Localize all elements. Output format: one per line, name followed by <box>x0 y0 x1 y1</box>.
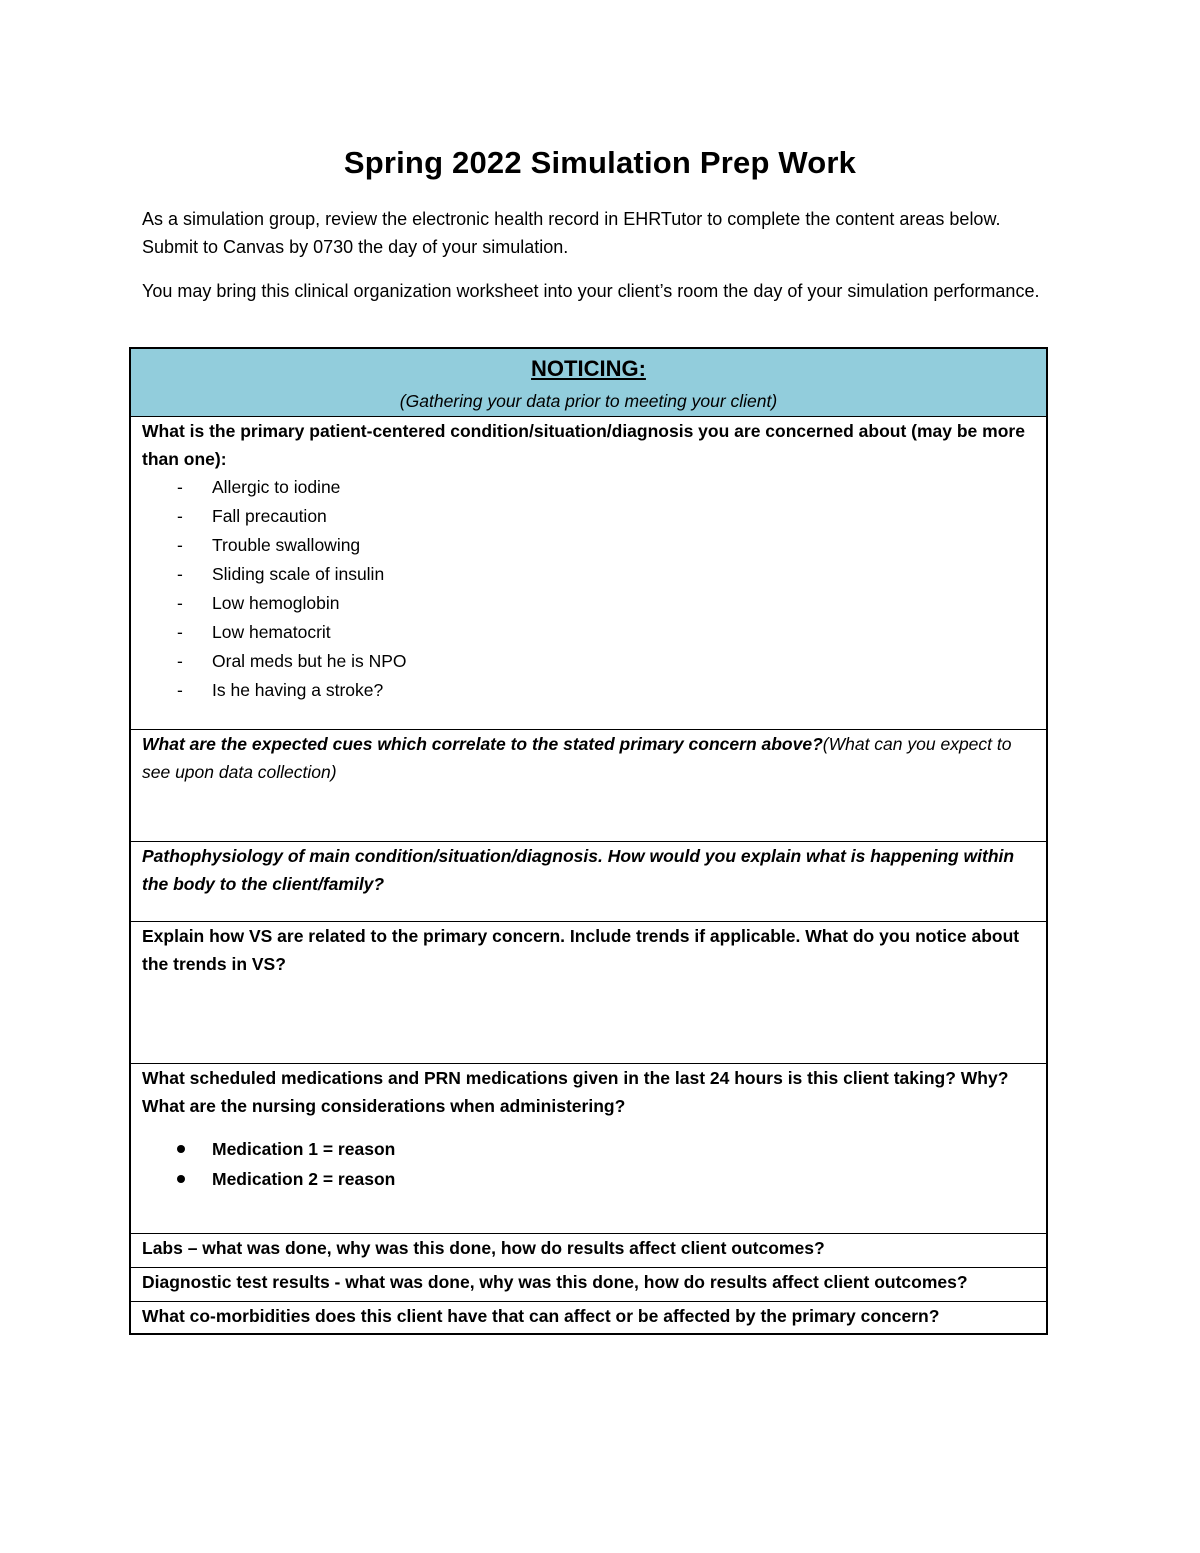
list-item: Medication 2 = reason <box>142 1164 1036 1194</box>
list-item: - Allergic to iodine <box>142 473 1036 502</box>
note-paragraph: You may bring this clinical organization worksheet into your client’s room the day of your simulation performance. <box>142 281 1040 301</box>
question-comorbidities: What co-morbidities does this client have that can affect or be affected by the primary concern? <box>142 1306 940 1326</box>
table-row-pathophysiology[interactable] <box>131 842 1046 922</box>
list-item: - Trouble swallowing <box>142 531 1036 560</box>
question-expected-cues-main: What are the expected cues which correlate to the stated primary concern above? <box>142 734 823 754</box>
header-title: NOTICING: <box>531 356 646 381</box>
table-row-expected-cues[interactable] <box>131 730 1046 842</box>
question-diagnostics: Diagnostic test results - what was done, why was this done, how do results affect client outcomes? <box>142 1272 968 1292</box>
noticing-table <box>129 347 1048 1335</box>
list-item: Medication 1 = reason <box>142 1134 1036 1164</box>
medication-list <box>142 1134 1036 1194</box>
question-vital-signs: Explain how VS are related to the primary concern. Include trends if applicable. What do you notice about the trends in VS? <box>142 926 1020 974</box>
question-expected-cues-note: (What can you expect to see upon data collection) <box>142 734 1012 782</box>
table-row-diagnostics[interactable] <box>131 1268 1046 1302</box>
question-expected-cues <box>142 730 1036 786</box>
concern-list <box>142 473 1036 705</box>
question-labs: Labs – what was done, why was this done, how do results affect client outcomes? <box>142 1238 825 1258</box>
page-title: Spring 2022 Simulation Prep Work <box>343 145 857 180</box>
table-row-vital-signs[interactable] <box>131 922 1046 1064</box>
list-item: - Is he having a stroke? <box>142 676 1036 705</box>
table-header <box>131 349 1046 417</box>
list-item: - Oral meds but he is NPO <box>142 647 1036 676</box>
list-item: - Low hemoglobin <box>142 589 1036 618</box>
list-item: - Low hematocrit <box>142 618 1036 647</box>
table-row-primary-concern[interactable] <box>131 417 1046 730</box>
table-row-comorbidities[interactable] <box>131 1302 1046 1335</box>
table-row-labs[interactable] <box>131 1234 1046 1268</box>
table-row-medications[interactable] <box>131 1064 1046 1234</box>
list-item: - Fall precaution <box>142 502 1036 531</box>
header-subtitle: (Gathering your data prior to meeting your client) <box>399 391 778 411</box>
question-pathophysiology: Pathophysiology of main condition/situation/diagnosis. How would you explain what is happening within the body to the client/family? <box>142 846 1015 894</box>
intro-paragraph: As a simulation group, review the electronic health record in EHRTutor to complete the content areas below. Submit to Canvas by 0730 the day of your simulation. <box>142 209 1001 257</box>
question-primary-concern: What is the primary patient-centered condition/situation/diagnosis you are concerned about (may be more than one): <box>142 421 1025 469</box>
list-item: - Sliding scale of insulin <box>142 560 1036 589</box>
question-medications: What scheduled medications and PRN medications given in the last 24 hours is this client taking? Why? What are the nursing considerations when administering? <box>142 1068 1009 1116</box>
